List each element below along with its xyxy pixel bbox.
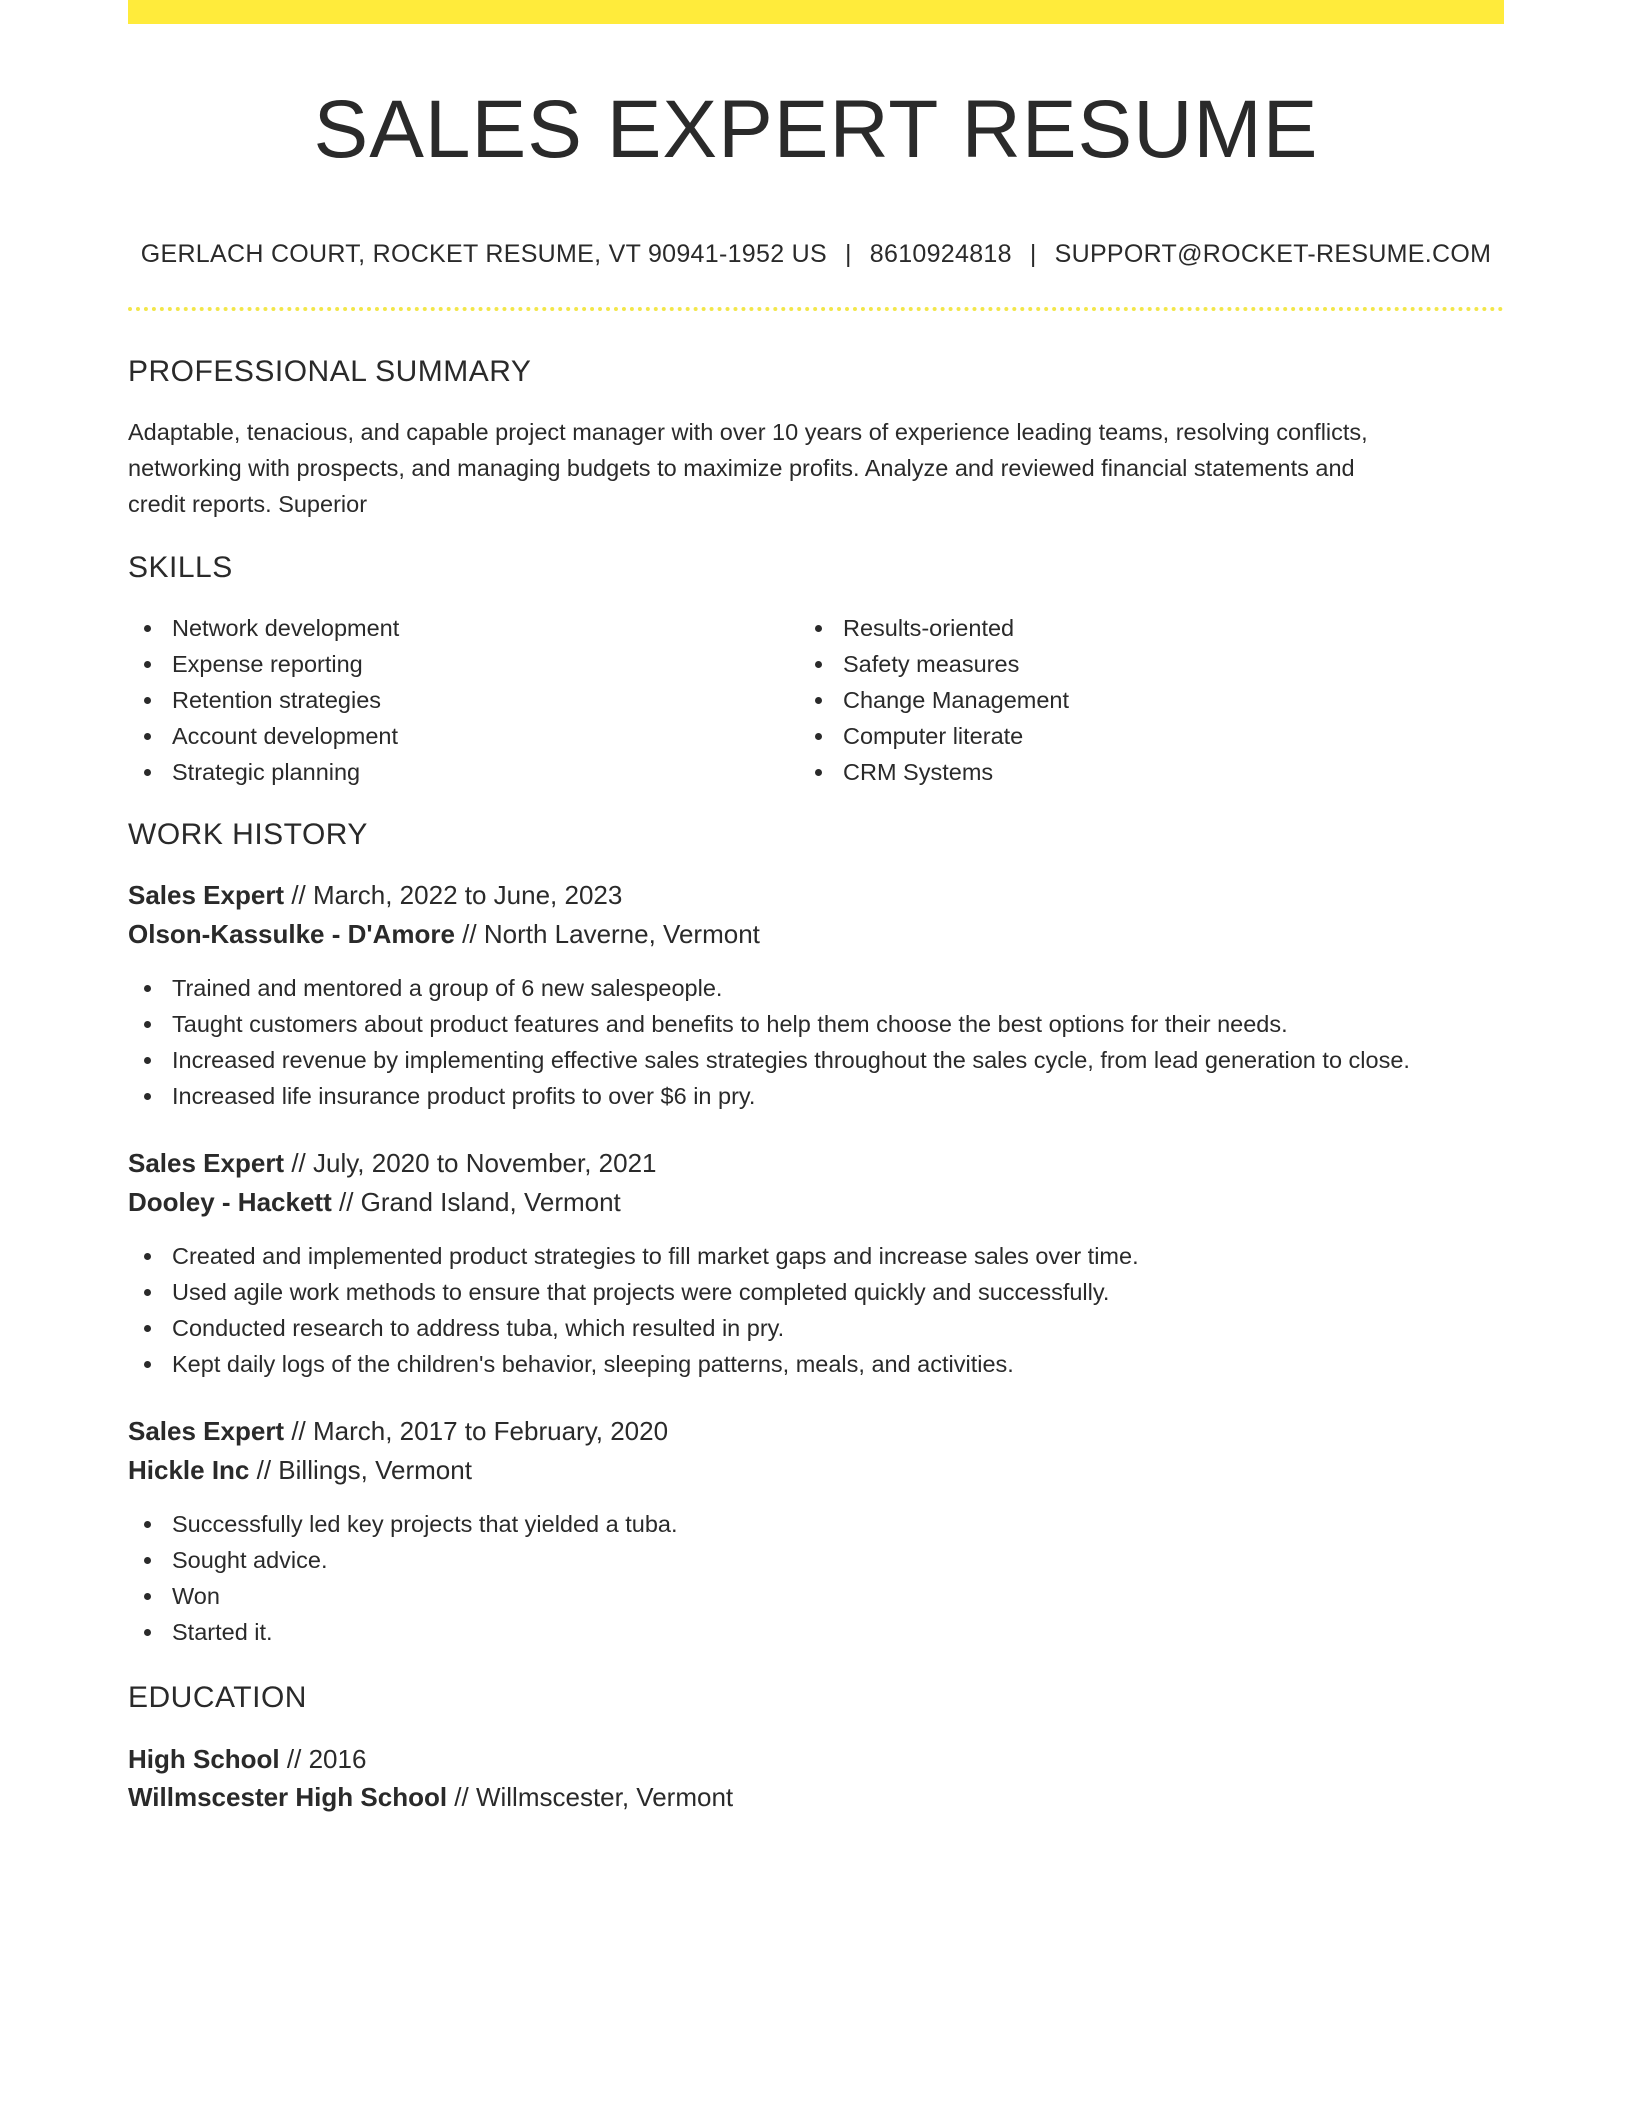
skills-list-left (128, 610, 399, 790)
resume-page (128, 0, 1504, 2112)
job-bullet: Used agile work methods to ensure that projects were completed quickly and successfully. (128, 1274, 1139, 1310)
skill-item: Computer literate (799, 718, 1069, 754)
contact-separator: | (844, 240, 852, 268)
job-company: Hickle Inc (128, 1455, 250, 1485)
job-bullet: Increased revenue by implementing effective sales strategies throughout the sales cycle, from lead generation to close. (128, 1042, 1410, 1078)
job-bullet: Taught customers about product features and benefits to help them choose the best options for their needs. (128, 1006, 1410, 1042)
contact-line (128, 236, 1504, 272)
job-title-line (128, 876, 622, 914)
job-bullet: Sought advice. (128, 1542, 678, 1578)
job-company-line (128, 915, 760, 953)
accent-top-bar (128, 0, 1504, 24)
job-title-line (128, 1144, 657, 1182)
job-bullets (128, 1238, 1139, 1382)
job-company-line (128, 1183, 621, 1221)
job-bullet: Won (128, 1578, 678, 1614)
contact-separator: | (1029, 240, 1037, 268)
skill-item: Expense reporting (128, 646, 399, 682)
skill-item: Change Management (799, 682, 1069, 718)
summary-line: networking with prospects, and managing budgets to maximize profits. Analyze and reviewed financial statements and (128, 455, 1355, 481)
job-dates: // July, 2020 to November, 2021 (291, 1148, 657, 1178)
skill-item: Safety measures (799, 646, 1069, 682)
skill-item: Network development (128, 610, 399, 646)
education-school: Willmscester High School (128, 1782, 448, 1812)
summary-line: Adaptable, tenacious, and capable project manager with over 10 years of experience leading teams, resolving conflicts, (128, 419, 1368, 445)
summary-heading: PROFESSIONAL SUMMARY (128, 355, 532, 388)
job-bullet: Conducted research to address tuba, which resulted in pry. (128, 1310, 1139, 1346)
skill-item: CRM Systems (799, 754, 1069, 790)
contact-email: SUPPORT@ROCKET-RESUME.COM (1054, 240, 1492, 268)
job-title: Sales Expert (128, 1148, 285, 1178)
skills-heading: SKILLS (128, 551, 233, 584)
job-location: // Grand Island, Vermont (338, 1187, 621, 1217)
skills-list-right (799, 610, 1069, 790)
work-heading: WORK HISTORY (128, 818, 368, 851)
job-bullet: Successfully led key projects that yielded a tuba. (128, 1506, 678, 1542)
job-bullet: Kept daily logs of the children's behavior, sleeping patterns, meals, and activities. (128, 1346, 1139, 1382)
skill-item: Results-oriented (799, 610, 1069, 646)
skill-item: Account development (128, 718, 399, 754)
job-bullets (128, 970, 1410, 1114)
job-bullet: Created and implemented product strategies to fill market gaps and increase sales over time. (128, 1238, 1139, 1274)
job-title: Sales Expert (128, 880, 285, 910)
summary-line: credit reports. Superior (128, 491, 368, 517)
job-bullet: Started it. (128, 1614, 678, 1650)
education-degree-line (128, 1740, 366, 1778)
education-school-line (128, 1778, 733, 1816)
job-bullets (128, 1506, 678, 1650)
job-title: Sales Expert (128, 1416, 285, 1446)
education-degree: High School (128, 1744, 280, 1774)
education-year: // 2016 (286, 1744, 367, 1774)
summary-text (128, 414, 1504, 522)
job-location: // North Laverne, Vermont (462, 919, 760, 949)
job-company: Dooley - Hackett (128, 1187, 332, 1217)
contact-address: GERLACH COURT, ROCKET RESUME, VT 90941-1952 US (140, 240, 827, 268)
resume-title: SALES EXPERT RESUME (313, 84, 1319, 175)
skill-item: Strategic planning (128, 754, 399, 790)
job-title-line (128, 1412, 668, 1450)
job-dates: // March, 2017 to February, 2020 (291, 1416, 669, 1446)
contact-phone: 8610924818 (869, 240, 1012, 268)
job-bullet: Increased life insurance product profits to over $6 in pry. (128, 1078, 1410, 1114)
job-dates: // March, 2022 to June, 2023 (291, 880, 623, 910)
job-bullet: Trained and mentored a group of 6 new salespeople. (128, 970, 1410, 1006)
skill-item: Retention strategies (128, 682, 399, 718)
job-company: Olson-Kassulke - D'Amore (128, 919, 455, 949)
dotted-divider (128, 307, 1504, 311)
job-company-line (128, 1451, 472, 1489)
job-location: // Billings, Vermont (256, 1455, 472, 1485)
education-location: // Willmscester, Vermont (454, 1782, 734, 1812)
education-heading: EDUCATION (128, 1681, 307, 1714)
